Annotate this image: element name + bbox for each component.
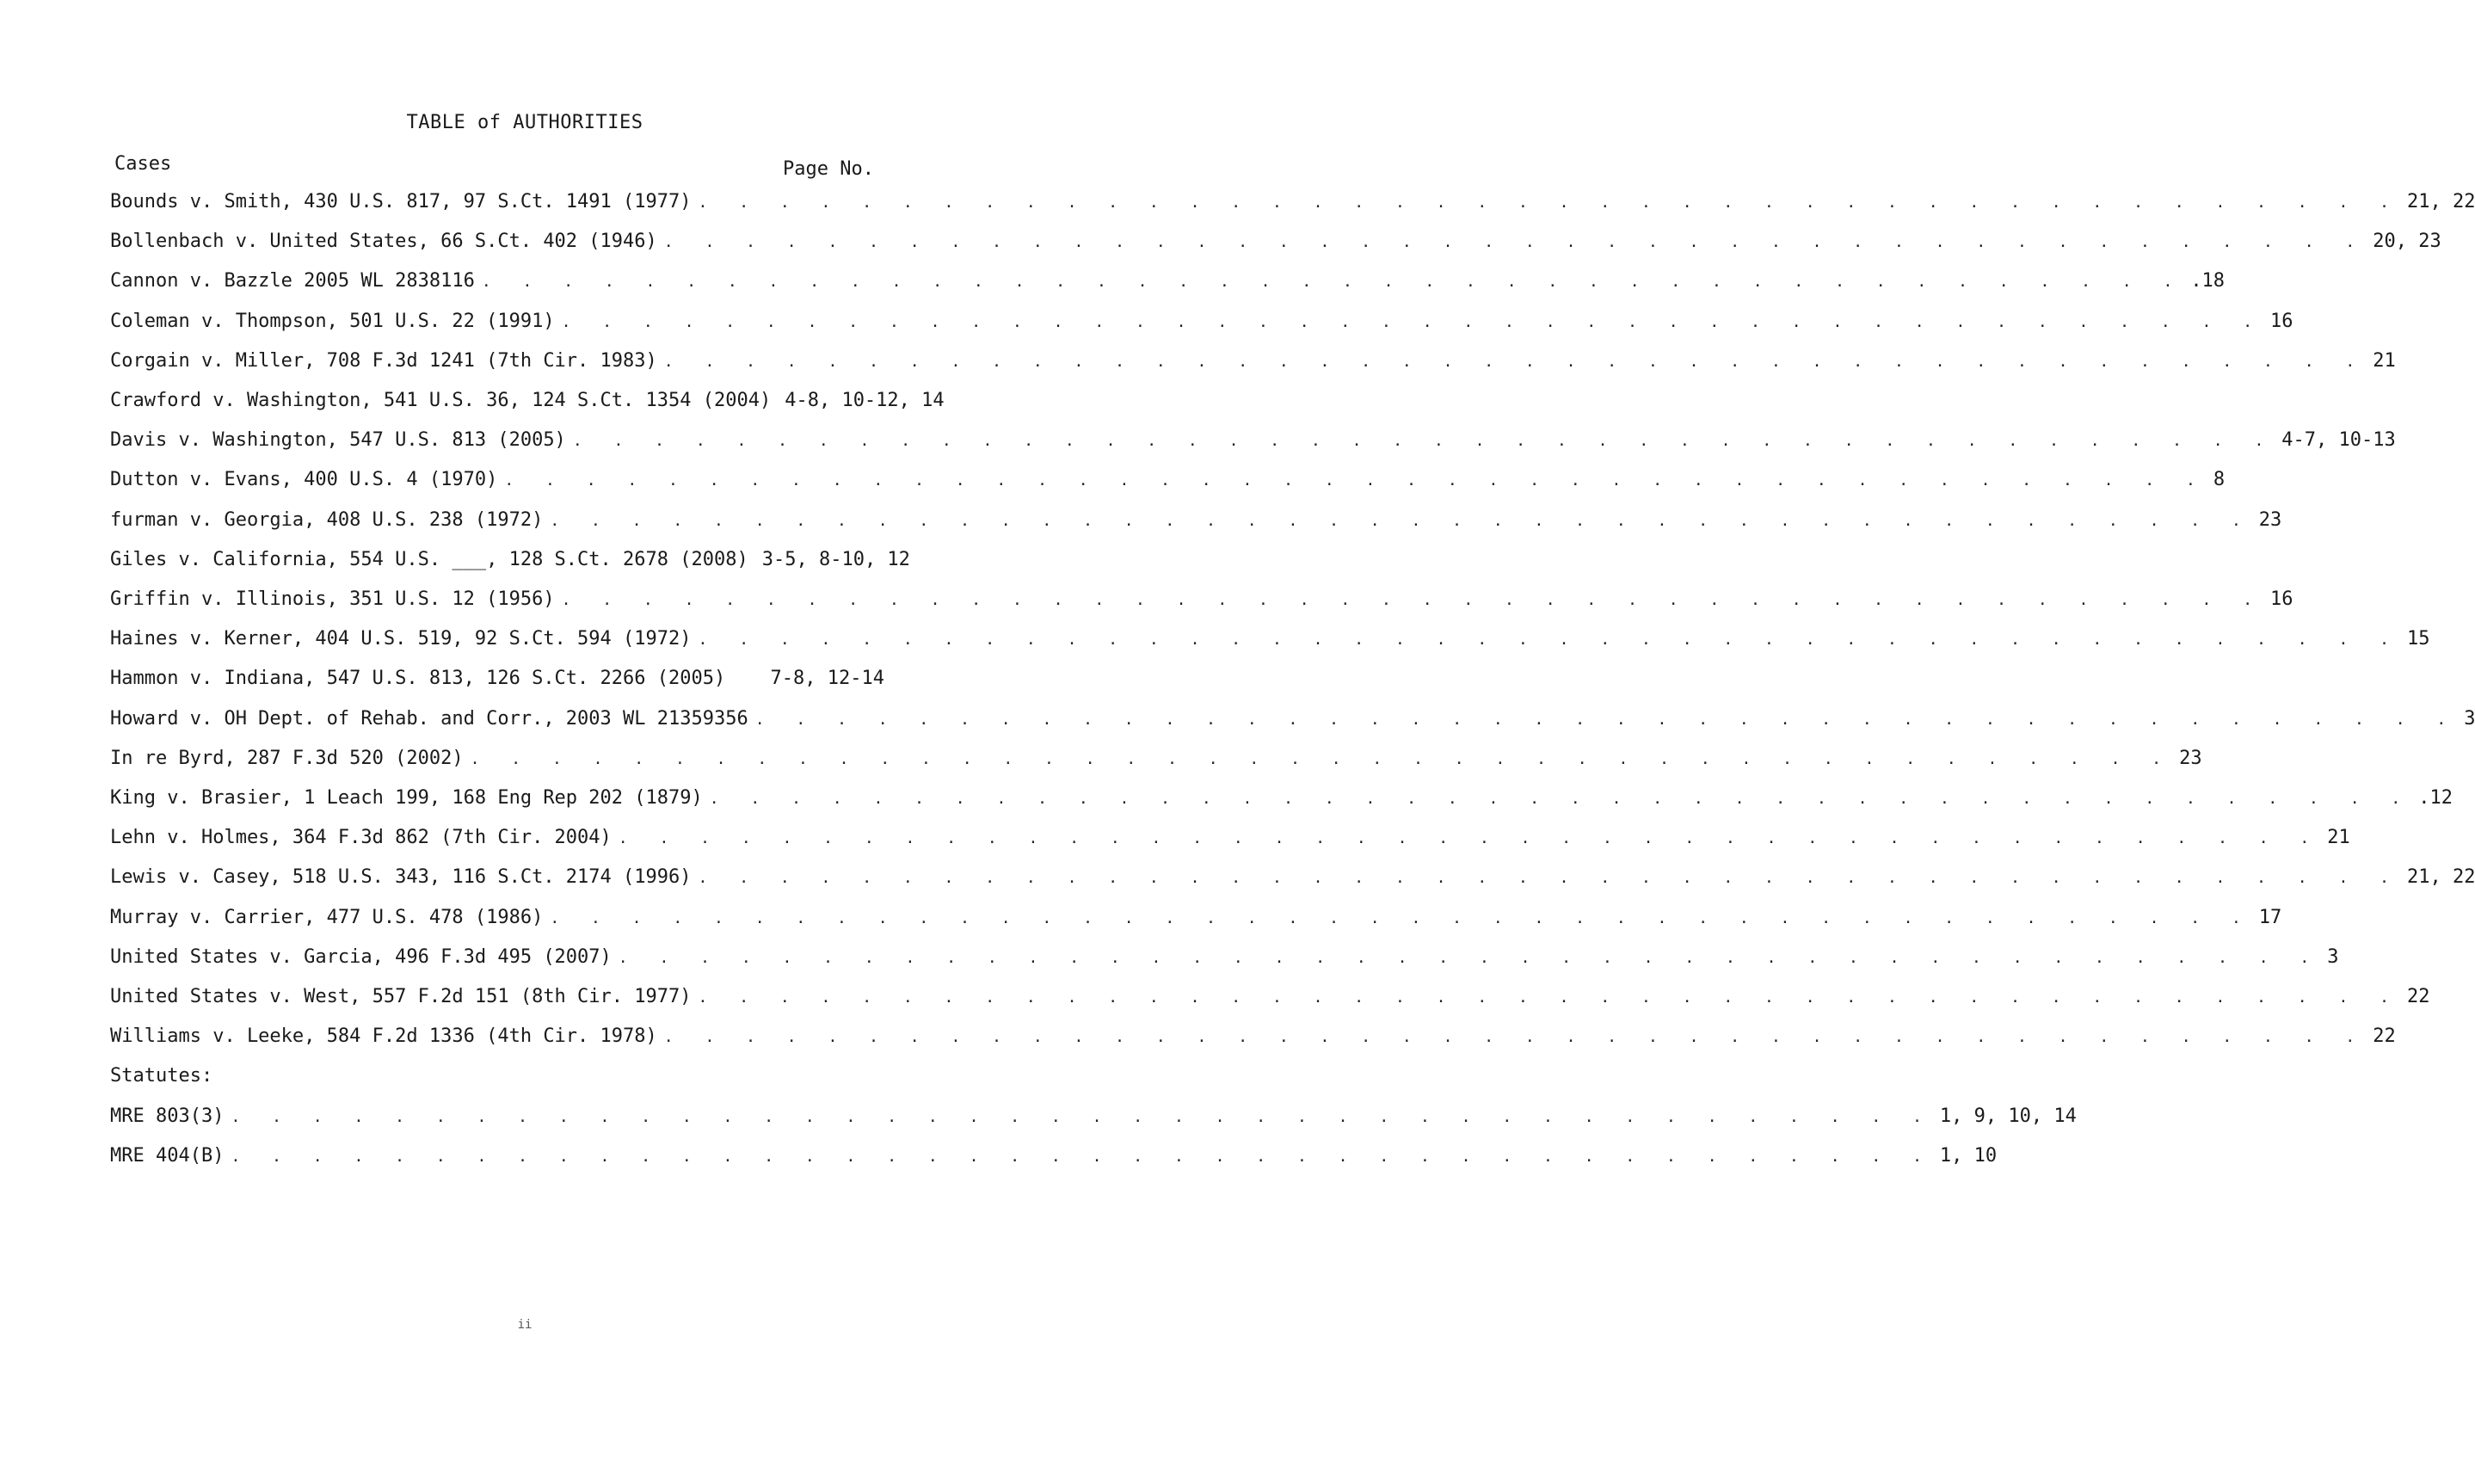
case-citation: Lehn v. Holmes, 364 F.3d 862 (7th Cir. 2004)	[110, 827, 612, 849]
case-entry	[110, 469, 2226, 496]
page-references: 1, 9, 10, 14	[1939, 1105, 2077, 1127]
dot-leader: . . . . . . . . . . . . . . . . . . . . . . . . . . . . . . . . . . . . . . . . . .	[550, 511, 2252, 530]
page-references: 16	[2270, 310, 2293, 332]
page-references: 4-7, 10-13	[2281, 429, 2396, 452]
dot-leader: . . . . . . . . . . . . . . . . . . . . . . . . . . . . . . . . . . . . . . . . . .	[572, 432, 2275, 451]
dot-leader: . . . . . . . . . . . . . . . . . . . . . . . . . . . . . . . . . . . . . . . . . .	[561, 312, 2264, 331]
page-references: 21, 22	[2406, 191, 2475, 212]
page-references: 20, 23	[2373, 231, 2441, 253]
case-entry	[110, 588, 2293, 616]
case-entry	[110, 548, 910, 576]
case-citation: In re Byrd, 287 F.3d 520 (2002)	[110, 747, 464, 769]
case-entry	[110, 429, 2396, 457]
dot-leader: . . . . . . . . . . . . . . . . . . . . . . . . . . . . . . . . . . . . . . . . . .	[561, 591, 2264, 609]
dot-leader: . . . . . . . . . . . . . . . . . . . . . . . . . . . . . . . . . . . . . . . . . .	[698, 631, 2400, 650]
case-entry	[110, 628, 2430, 656]
page-references: 8	[2213, 469, 2226, 491]
page-references: 21	[2373, 349, 2396, 372]
case-citation: Coleman v. Thompson, 501 U.S. 22 (1991)	[110, 310, 555, 332]
dot-leader: . . . . . . . . . . . . . . . . . . . . . . . . . . . . . . . . . . . . . . . . . .	[470, 749, 2173, 768]
dot-leader: . . . . . . . . . . . . . . . . . . . . . . . . . . . . . . . . . . . . . . . . . .	[709, 790, 2412, 808]
page-references: 22	[2406, 986, 2430, 1007]
dot-leader: . . . . . . . . . . . . . . . . . . . . . . . . . . . . . . . . . . . . . . . . . .	[698, 869, 2400, 888]
case-entry	[110, 866, 2475, 894]
page-references: 21, 22	[2406, 866, 2475, 889]
page-references: 17	[2258, 906, 2282, 928]
page-number-heading: Page No.	[783, 158, 874, 180]
dot-leader: . . . . . . . . . . . . . . . . . . . . . . . . . . . . . . . . . . . . . . . . . .	[618, 948, 2321, 967]
page-references: 22	[2373, 1025, 2396, 1048]
case-citation: Giles v. California, 554 U.S. ___, 128 S.Ct. 2678 (2008)	[110, 548, 748, 570]
dot-leader: . . . . . . . . . . . . . . . . . . . . . . . . . . . . . . . . . . . . . . . . . .	[698, 194, 2400, 212]
page-references: 16	[2270, 588, 2293, 610]
dot-leader: . . . . . . . . . . . . . . . . . . . . . . . . . . . . . . . . . . . . . . . . . .	[231, 1107, 1933, 1126]
case-entry	[110, 1025, 2396, 1053]
case-entry	[110, 508, 2282, 537]
dot-leader: . . . . . . . . . . . . . . . . . . . . . . . . . . . . . . . . . . . . . . . . . .	[663, 1028, 2367, 1047]
case-entry	[110, 707, 2475, 736]
case-citation: Crawford v. Washington, 541 U.S. 36, 124 S.Ct. 1354 (2004)	[110, 390, 772, 411]
page-references: 3	[2464, 707, 2475, 730]
page-references: 21	[2327, 827, 2350, 849]
case-citation: Murray v. Carrier, 477 U.S. 478 (1986)	[110, 906, 544, 928]
case-entry	[110, 191, 2475, 219]
case-entry	[110, 349, 2396, 378]
dot-leader: . . . . . . . . . . . . . . . . . . . . . . . . . . . . . . . . . . . . . . . . . .	[550, 908, 2252, 927]
page-references: 23	[2179, 747, 2202, 769]
dot-leader: . . . . . . . . . . . . . . . . . . . . . . . . . . . . . . . . . . . . . . . . . .	[481, 273, 2184, 292]
cases-heading: Cases	[114, 153, 172, 175]
statute-citation: MRE 404(B)	[110, 1144, 225, 1167]
page-references: 4-8, 10-12, 14	[785, 390, 945, 411]
page-references: 1, 10	[1939, 1144, 1998, 1167]
case-citation: Hammon v. Indiana, 547 U.S. 813, 126 S.Ct. 2266 (2005)	[110, 668, 726, 690]
case-citation: Dutton v. Evans, 400 U.S. 4 (1970)	[110, 469, 498, 491]
statute-citation: MRE 803(3)	[110, 1105, 225, 1127]
case-entry	[110, 668, 884, 695]
case-entry	[110, 747, 2202, 775]
case-entry	[110, 390, 945, 417]
dot-leader: . . . . . . . . . . . . . . . . . . . . . . . . . . . . . . . . . . . . . . . . . .	[504, 471, 2207, 490]
case-entry	[110, 231, 2441, 258]
case-citation: United States v. Garcia, 496 F.3d 495 (2007)	[110, 945, 612, 968]
dot-leader: . . . . . . . . . . . . . . . . . . . . . . . . . . . . . . . . . . . . . . . . . .	[663, 352, 2367, 371]
case-entry	[110, 270, 2226, 298]
case-citation: Bollenbach v. United States, 66 S.Ct. 402 (1946)	[110, 231, 657, 253]
dot-leader: . . . . . . . . . . . . . . . . . . . . . . . . . . . . . . . . . . . . . . . . . .	[698, 988, 2400, 1007]
statutes-heading: Statutes:	[110, 1065, 213, 1087]
page-title: TABLE of AUTHORITIES	[406, 112, 643, 133]
dot-leader: . . . . . . . . . . . . . . . . . . . . . . . . . . . . . . . . . . . . . . . . . .	[618, 829, 2321, 848]
page-folio: ii	[517, 1318, 533, 1332]
page-references: .18	[2190, 270, 2226, 292]
case-citation: Cannon v. Bazzle 2005 WL 2838116	[110, 270, 475, 292]
page-references: 23	[2258, 508, 2282, 531]
case-citation: Haines v. Kerner, 404 U.S. 519, 92 S.Ct. 594 (1972)	[110, 628, 692, 650]
case-entry	[110, 906, 2282, 934]
page-references: 7-8, 12-14	[770, 668, 884, 690]
dot-leader: . . . . . . . . . . . . . . . . . . . . . . . . . . . . . . . . . . . . . . . . . .	[231, 1147, 1933, 1166]
page-references: .12	[2418, 787, 2453, 809]
case-entry	[110, 827, 2350, 854]
case-citation: Howard v. OH Dept. of Rehab. and Corr., 2003 WL 21359356	[110, 707, 748, 730]
case-entry	[110, 310, 2293, 338]
case-citation: United States v. West, 557 F.2d 151 (8th Cir. 1977)	[110, 986, 692, 1007]
case-citation: Davis v. Washington, 547 U.S. 813 (2005)	[110, 429, 566, 452]
statute-entry	[110, 1144, 1998, 1173]
case-entry	[110, 945, 2339, 974]
dot-leader: . . . . . . . . . . . . . . . . . . . . . . . . . . . . . . . . . . . . . . . . . .	[663, 233, 2367, 252]
page-references: 3-5, 8-10, 12	[761, 548, 910, 570]
case-citation: Williams v. Leeke, 584 F.2d 1336 (4th Cir. 1978)	[110, 1025, 657, 1048]
page-references: 3	[2327, 945, 2339, 968]
case-citation: King v. Brasier, 1 Leach 199, 168 Eng Rep 202 (1879)	[110, 787, 703, 809]
case-citation: furman v. Georgia, 408 U.S. 238 (1972)	[110, 508, 544, 531]
case-citation: Bounds v. Smith, 430 U.S. 817, 97 S.Ct. 1491 (1977)	[110, 191, 692, 212]
case-citation: Lewis v. Casey, 518 U.S. 343, 116 S.Ct. 2174 (1996)	[110, 866, 692, 889]
case-citation: Griffin v. Illinois, 351 U.S. 12 (1956)	[110, 588, 555, 610]
case-entry	[110, 787, 2453, 815]
case-citation: Corgain v. Miller, 708 F.3d 1241 (7th Cir. 1983)	[110, 349, 657, 372]
page-references: 15	[2406, 628, 2430, 650]
case-entry	[110, 986, 2430, 1013]
dot-leader: . . . . . . . . . . . . . . . . . . . . . . . . . . . . . . . . . . . . . . . . . .	[754, 710, 2458, 729]
statute-entry	[110, 1105, 2077, 1133]
